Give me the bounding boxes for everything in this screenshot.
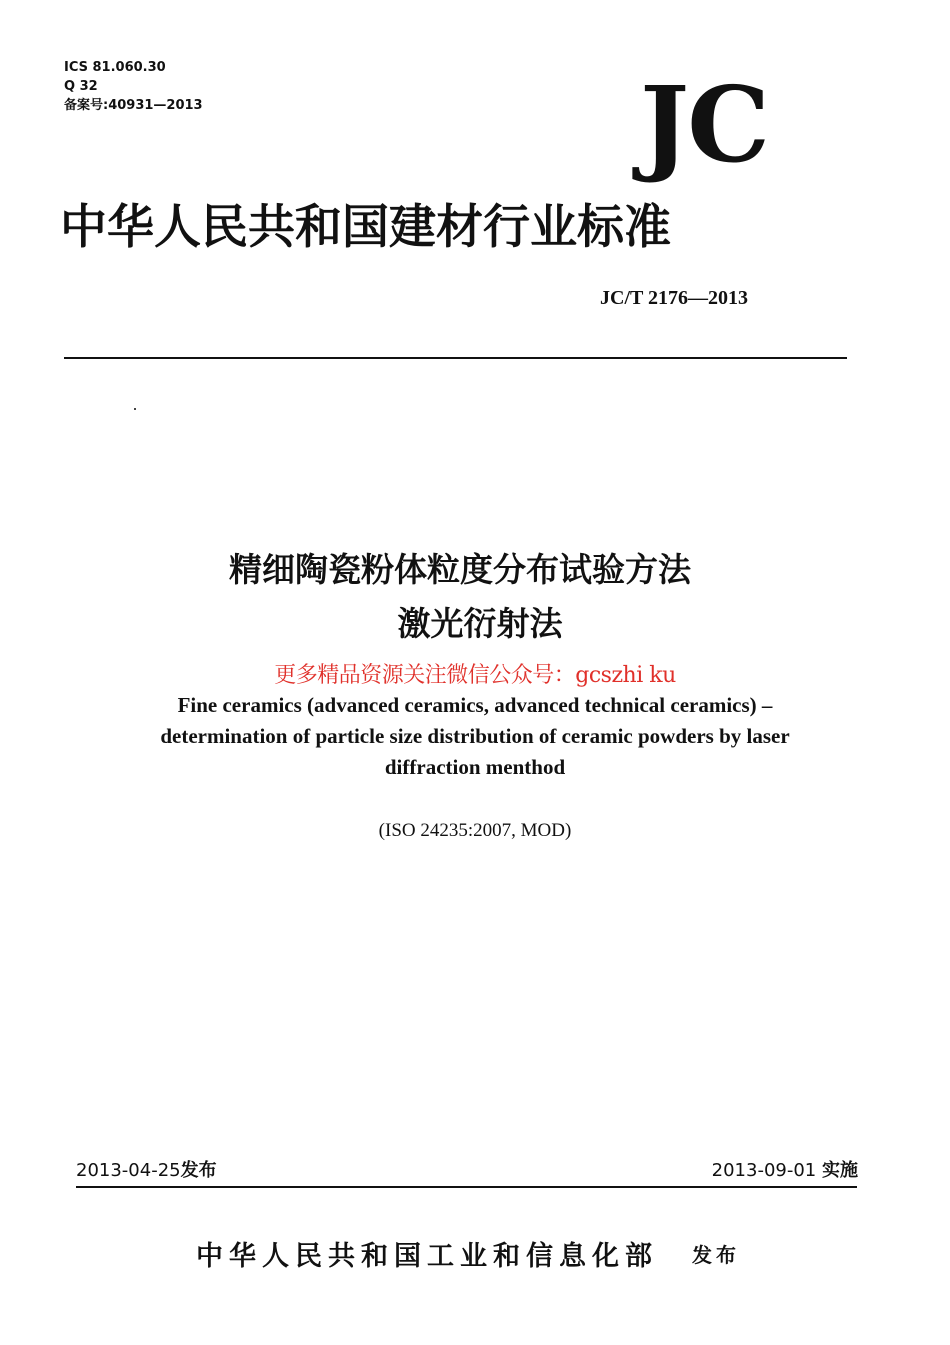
- issuing-authority: 中华人民共和国工业和信息化部: [196, 1241, 658, 1272]
- ics-code: ICS 81.060.30: [64, 60, 166, 75]
- issuing-action: 发布: [692, 1243, 740, 1267]
- english-title-line-3: diffraction menthod: [384, 755, 566, 779]
- jc-logo: JC: [640, 63, 768, 186]
- bottom-divider: [76, 1186, 857, 1188]
- issue-label: 发布: [180, 1160, 217, 1181]
- issue-date-block: [76, 1156, 217, 1182]
- implement-date-block: [600, 1156, 858, 1182]
- watermark-text: 更多精品资源关注微信公众号：gcszhi ku: [274, 663, 676, 688]
- scan-speck: [134, 408, 136, 410]
- issue-date: 2013-04-25: [76, 1160, 181, 1181]
- implement-date: 2013-09-01: [711, 1160, 817, 1181]
- english-title-line-2: determination of particle size distribution of ceramic powders by laser: [160, 724, 790, 748]
- implement-label: 实施: [822, 1160, 858, 1181]
- top-divider: [64, 357, 847, 359]
- classification-block: [64, 58, 203, 115]
- iso-reference: (ISO 24235:2007, MOD): [378, 820, 572, 841]
- record-number: 备案号:40931—2013: [64, 98, 203, 113]
- standard-number: JC/T 2176—2013: [600, 287, 748, 309]
- ccs-code: Q 32: [64, 79, 98, 94]
- standard-category-title: 中华人民共和国建材行业标准: [60, 200, 671, 255]
- chinese-title-line-2: 激光衍射法: [397, 604, 563, 643]
- chinese-title-line-1: 精细陶瓷粉体粒度分布试验方法: [229, 550, 691, 589]
- english-title: [60, 690, 890, 783]
- english-title-line-1: Fine ceramics (advanced ceramics, advanced technical ceramics) –: [177, 693, 773, 717]
